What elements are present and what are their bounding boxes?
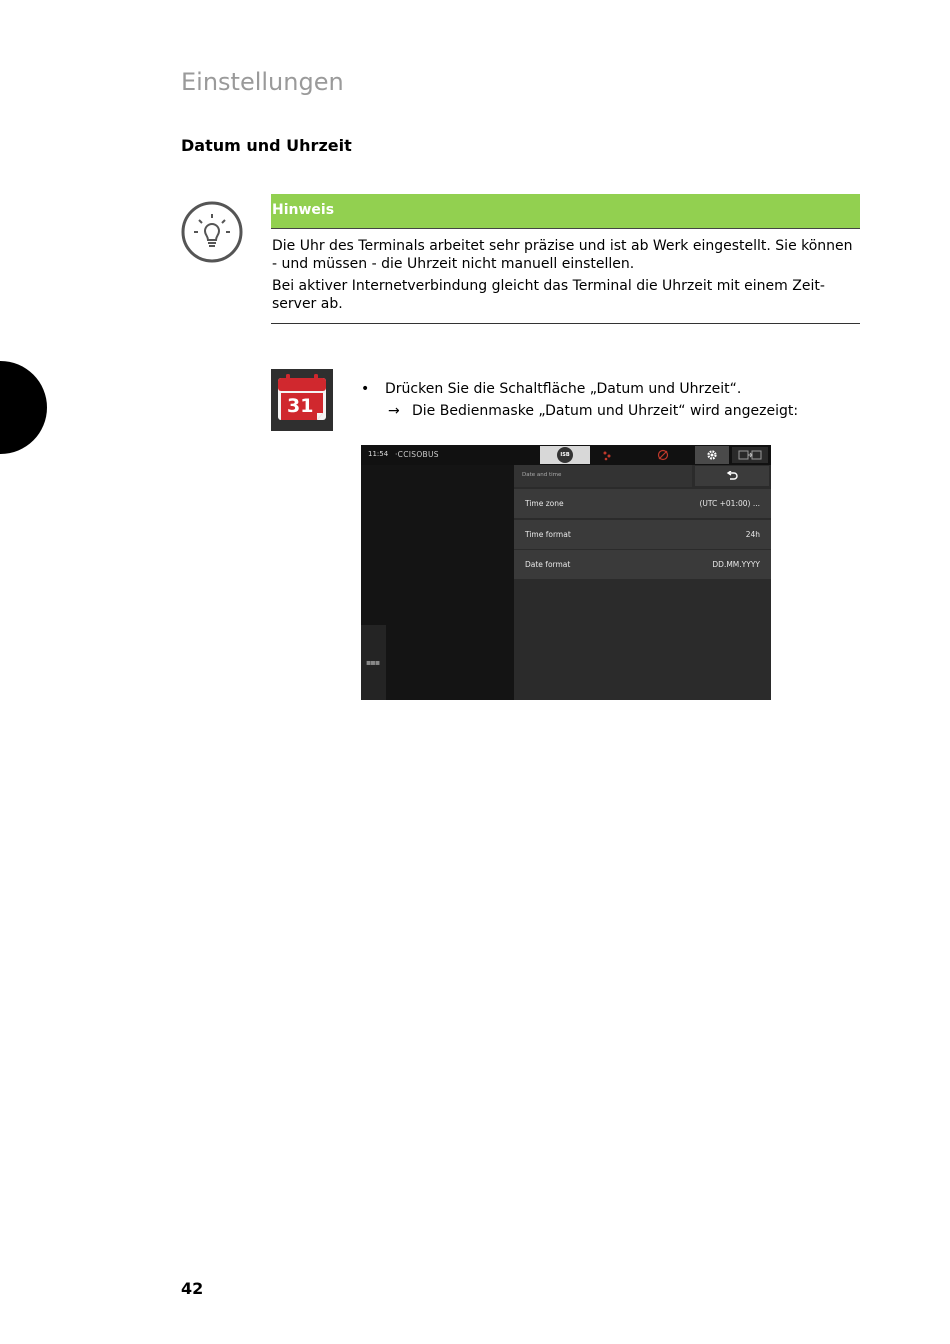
calendar-day: 31 (287, 395, 314, 417)
step-result (388, 403, 798, 419)
terminal-top-bar (361, 445, 771, 465)
note-header: Hinweis (271, 194, 860, 229)
note-paragraph: Bei aktiver Internetverbindung gleicht das Terminal die Uhrzeit mit einem Zeit-server ab. (272, 278, 825, 312)
date-time-panel (514, 465, 771, 700)
terminal-brand: ·CCISOBUS (395, 450, 439, 459)
row-label: Time format (525, 530, 571, 539)
calendar-icon (271, 369, 333, 431)
isb-button[interactable] (540, 446, 590, 464)
split-screen-icon (738, 450, 762, 460)
isb-label: ISB (557, 447, 573, 463)
panel-title: Date and time (522, 472, 562, 478)
row-value: 24h (745, 530, 760, 539)
chapter-title: Einstellungen (181, 68, 344, 96)
terminal-clock: 11:54 (368, 450, 389, 458)
result-arrow: → (388, 403, 400, 419)
back-icon (726, 471, 738, 481)
terminal-screenshot (361, 445, 771, 700)
lightbulb-icon (181, 201, 243, 263)
split-view-button[interactable] (732, 447, 768, 463)
settings-button[interactable] (695, 446, 729, 464)
bullet: • (361, 381, 370, 397)
row-value: (UTC +01:00) ... (699, 499, 760, 508)
note-body (272, 237, 858, 317)
back-button[interactable] (695, 466, 769, 486)
implement-icon[interactable] (601, 449, 615, 462)
date-format-row[interactable] (514, 550, 771, 579)
row-value: DD.MM.YYYY (712, 560, 760, 569)
time-format-row[interactable] (514, 520, 771, 549)
chapter-tab-marker (0, 361, 47, 454)
row-label: Time zone (525, 499, 564, 508)
note-divider (271, 323, 860, 324)
instruction-text: Drücken Sie die Schaltfläche „Datum und Uhrzeit“. (385, 381, 742, 397)
disabled-function-icon[interactable] (657, 449, 669, 461)
menu-dots-icon[interactable]: ▪▪▪ (366, 658, 380, 667)
time-zone-row[interactable] (514, 489, 771, 518)
panel-header (514, 465, 692, 487)
section-title: Datum und Uhrzeit (181, 136, 352, 155)
gear-icon (706, 449, 718, 461)
row-label: Date format (525, 560, 571, 569)
page-number: 42 (181, 1279, 204, 1298)
result-text: Die Bedienmaske „Datum und Uhrzeit“ wird angezeigt: (412, 403, 799, 419)
note-paragraph: Die Uhr des Terminals arbeitet sehr präzise und ist ab Werk eingestellt. Sie können - und müssen - die Uhrzeit nicht manuell einstellen. (272, 238, 853, 272)
